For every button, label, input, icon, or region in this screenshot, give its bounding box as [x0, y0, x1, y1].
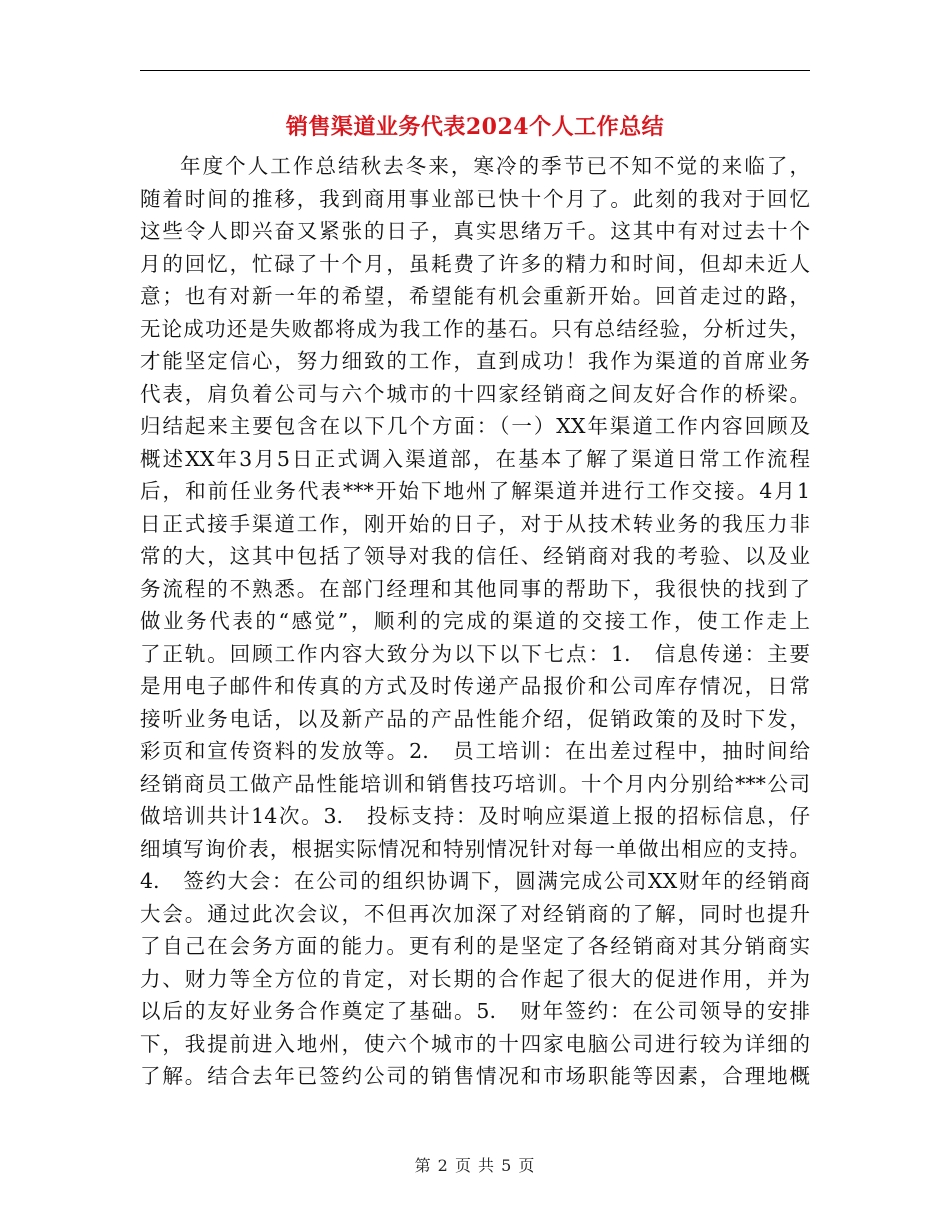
body-line: 务流程的不熟悉。在部门经理和其他同事的帮助下，我很快的找到了 [140, 576, 810, 601]
document-title: 销售渠道业务代表2024个人工作总结 [285, 114, 665, 140]
body-line: 是用电子邮件和传真的方式及时传递产品报价和公司库存情况，日常 [140, 674, 810, 698]
body-line: 了自己在会务方面的能力。更有利的是坚定了各经销商对其分销商实 [140, 934, 810, 958]
body-line: 年度个人工作总结秋去冬来，寒冷的季节已不知不觉的来临了， [180, 154, 810, 178]
body-line: 细填写询价表，根据实际情况和特别情况针对每一单做出相应的支持。 [140, 836, 810, 861]
body-line: 随着时间的推移，我到商用事业部已快十个月了。此刻的我对于回忆 [140, 186, 810, 211]
body-line: 4. 签约大会：在公司的组织协调下，圆满完成公司XX财年的经销商 [140, 869, 810, 893]
body-line: 做业务代表的“感觉”，顺利的完成的渠道的交接工作，使工作走上 [140, 609, 810, 633]
body-line: 才能坚定信心，努力细致的工作，直到成功！我作为渠道的首席业务 [140, 349, 810, 373]
body-line: 以后的友好业务合作奠定了基础。5. 财年签约：在公司领导的安排 [140, 999, 810, 1023]
body-line: 后，和前任业务代表***开始下地州了解渠道并进行工作交接。4月1 [140, 479, 810, 503]
body-line: 了正轨。回顾工作内容大致分为以下以下七点：1. 信息传递：主要 [140, 641, 810, 666]
body-line: 接听业务电话，以及新产品的产品性能介绍，促销政策的及时下发， [140, 706, 810, 731]
body-line: 了解。结合去年已签约公司的销售情况和市场职能等因素，合理地概 [140, 1064, 810, 1088]
header-rule [140, 70, 810, 71]
body-line: 大会。通过此次会议，不但再次加深了对经销商的了解，同时也提升 [140, 901, 810, 926]
body-line: 常的大，这其中包括了领导对我的信任、经销商对我的考验、以及业 [140, 544, 810, 568]
body-line: 代表，肩负着公司与六个城市的十四家经销商之间友好合作的桥梁。 [140, 381, 810, 406]
body-line: 下，我提前进入地州，使六个城市的十四家电脑公司进行较为详细的 [140, 1031, 810, 1056]
page-footer: 第 2 页 共 5 页 [414, 1156, 536, 1175]
body-line: 归结起来主要包含在以下几个方面：（一）XX年渠道工作内容回顾及 [140, 414, 810, 438]
document-body [140, 150, 810, 1093]
body-line: 意；也有对新一年的希望，希望能有机会重新开始。回首走过的路， [140, 284, 810, 308]
body-line: 经销商员工做产品性能培训和销售技巧培训。十个月内分别给***公司 [140, 771, 810, 796]
body-line: 这些令人即兴奋又紧张的日子，真实思绪万千。这其中有对过去十个 [140, 219, 810, 243]
body-line: 概述XX年3月5日正式调入渠道部，在基本了解了渠道日常工作流程 [140, 446, 810, 471]
body-line: 做培训共计14次。3. 投标支持：及时响应渠道上报的招标信息，仔 [140, 804, 810, 828]
body-line: 无论成功还是失败都将成为我工作的基石。只有总结经验，分析过失， [140, 316, 810, 341]
body-line: 月的回忆，忙碌了十个月，虽耗费了许多的精力和时间，但却未近人 [140, 251, 810, 276]
body-line: 日正式接手渠道工作，刚开始的日子，对于从技术转业务的我压力非 [140, 511, 810, 536]
body-line: 彩页和宣传资料的发放等。2. 员工培训：在出差过程中，抽时间给 [140, 739, 810, 763]
body-line: 力、财力等全方位的肯定，对长期的合作起了很大的促进作用，并为 [140, 966, 810, 991]
